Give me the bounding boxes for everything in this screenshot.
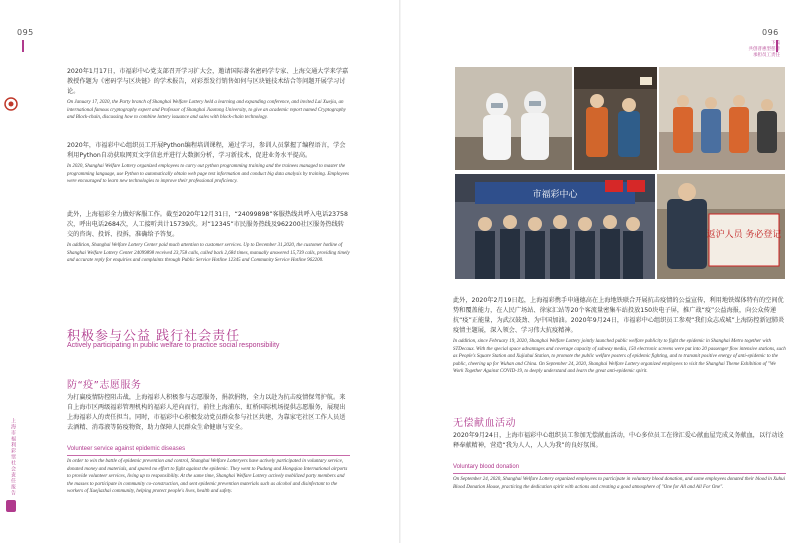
- photo-ppe-volunteers: [455, 67, 572, 170]
- photo-volunteer-sign: [657, 174, 785, 279]
- subheading-blood-en: Voluntary blood donation: [453, 464, 520, 470]
- paragraph-metro: [453, 296, 786, 376]
- header-line: 下篇: [771, 41, 780, 46]
- section-subtitle: Actively participating in public welfare to practice social responsibility: [67, 342, 280, 349]
- paragraph-blood-en: [453, 474, 786, 491]
- header-line: 共创普惠型慈善: [748, 47, 780, 52]
- page-number-left: 095: [17, 28, 34, 37]
- side-tab: [6, 500, 16, 512]
- photo-airport-illustration: [574, 67, 657, 170]
- photo-community-illustration: [659, 67, 785, 170]
- subheading-volunteer: 防“疫”志愿服务: [67, 380, 142, 391]
- photo-airport-volunteers: [574, 67, 657, 170]
- side-report-label: 上海市福利彩票社会责任报告: [10, 418, 16, 496]
- sign-text: 返沪人员 务必登记: [706, 230, 782, 240]
- paragraph-en: In order to win the battle of epidemic prevention and control, Shanghai Welfare Lotteryers have actively participated in voluntary service, donated money and materials, and spared no effort to fight against the epidemic. They went to Pudong and Hongqiao International airports to provide volunteer services, living up to responsibility. At the same time, Shanghai Welfare Lottery actively mobilized party members and the masses to participate in community co-construction, and sent epidemic prevention materials such as alcohol and disinfectant to the workers of Xuejiazhai community, helping protect people's lives, health and safety.: [67, 459, 348, 494]
- paragraph-zh: 此外，2020年2月19日起，上海福彩携手申通德高在上海地铁联合开展抗击疫情的公益宣传，利用地铁媒体特有的空间优势和覆盖能力，在人民广场站、徐家汇站等20个客流量密集车站投放150块电子屏，推广战“疫”公益海报，向公众传递抗“疫”正能量，为武汉鼓劲、为中国加油。2020年9月24日，市福彩中心组织员工参观“我们众志成城”上海防控新冠肺炎疫情主题展，深入领会、学习伟大抗疫精神。: [453, 297, 785, 334]
- paragraph-en: In addition, Shanghai Welfare Lottery Center paid much attention to customer services. Up to December 31,2020, the customer hotline of Shanghai Welfare Lottery Center 24099898 received 23,758 calls, called back 2,684 times, manually answered 15,739 calls, providing timely and accurate reply for enquiries and complaints through Public Service Hotline 12345 and Community Service Hotline 962200.: [67, 243, 350, 263]
- paragraph-zh: 2020年，市福彩中心组织员工开展Python编程培训课程，通过学习，参训人员掌握了编程语言，学会利用Python自动获取网页文字信息并进行大数据分析，学习新技术，促进业务水平提高。: [67, 142, 346, 159]
- photo-community-volunteers: [659, 67, 785, 170]
- paragraph-crypto: [67, 67, 350, 122]
- paragraph-volunteer-en: [67, 456, 350, 496]
- photo-sign-illustration: [657, 174, 785, 279]
- photo-banner-illustration: [455, 174, 655, 279]
- paragraph-blood: [453, 431, 786, 451]
- paragraph-python: [67, 141, 350, 186]
- paragraph-hotline: [67, 210, 350, 265]
- paragraph-en: On January 17, 2020, the Party branch of Shanghai Welfare Lottery held a learning and expanding conference, and invited Lai Xuejia, an international famous cryptography expert and Professor of Shanghai Jiaotong University, to give an academic report named Cryptography and Block-chain, discussing how to combine lottery issuance and sales with block-chain technology.: [67, 100, 346, 120]
- subheading-blood: 无偿献血活动: [453, 418, 516, 429]
- right-section-header: [720, 41, 780, 59]
- paragraph-zh: 2020年1月17日，市福彩中心党支部召开学习扩大会，邀请国际著名密码学专家、上海交通大学来学嘉教授作题为《密码学与区块链》的学术报告，对彩票发行销售如何与区块链技术结合等问题开展学习讨论。: [67, 68, 349, 95]
- paragraph-zh: 为打赢疫情防控阻击战，上海福彩人积极参与志愿服务，捐款捐物，全力以赴为抗击疫情保驾护航。来自上海市区两级福彩管理机构的福彩人逆向而行，前往上海浦东、虹桥国际机场提供志愿服务，展现出上海福彩人的责任担当。同时，市福彩中心积极发动党员群众参与社区共建，为靠家宅社区工作人员送去酒精、消毒液等防疫物资，助力保障人民群众生命健康与安全。: [67, 394, 346, 431]
- page-gutter: [399, 0, 401, 543]
- photo-ppe-illustration: [455, 67, 572, 170]
- subheading-volunteer-en: Volunteer service against epidemic diseases: [67, 446, 186, 452]
- paragraph-en: In 2020, Shanghai Welfare Lottery organized employees to carry out python programming training and the trainees managed to master the programming language, use Python to automatically obtain web page text information and conduct big data analysis by training. Employees were encouraged to learn new technologies to improve their professional proficiency.: [67, 164, 350, 184]
- section-title: 积极参与公益 践行社会责任: [67, 329, 241, 344]
- paragraph-en: On September 24, 2020, Shanghai Welfare Lottery organized employees to participate in voluntary blood donation, and some employees donated their blood in Xuhui Blood Donation House, practicing the dedication spirit with actions and creating a good atmosphere of "One for All and All For One".: [453, 477, 786, 490]
- lottery-logo-icon: [3, 96, 19, 112]
- page-number-right: 096: [762, 28, 779, 37]
- paragraph-zh: 2020年9月24日，上海市福彩中心组织员工参加无偿献血活动，中心多位员工在徐汇爱心献血屋完成义务献血，以行动诠释奉献精神，营造“我为人人，人人为我”的良好氛围。: [453, 432, 784, 449]
- left-accent-line: [22, 40, 24, 52]
- paragraph-en: In addition, since February 19, 2020, Shanghai Welfare Lottery jointly launched public welfare publicity to fight the epidemic in Shanghai Metro together with STDecaux. With the special space advantages and coverage capacity of subway media, 150 electronic screens were put into 20 passenger flow intensive stations, such as People's Square Station and Xujiahui Station, to promote the public welfare posters of epidemic fighting, and to transmit positive energy of anti-epidemic to the public, cheering up for Wuhan and China. On September 24, 2020, Shanghai Welfare Lottery organized employees to visit the Shanghai Theme Exhibition of "We Work Together Against COVID-19, to deeply understand and learn the great anti-epidemic spirit.: [453, 339, 786, 374]
- paragraph-volunteer: [67, 393, 350, 433]
- banner-text: 市福彩中心: [532, 190, 578, 200]
- paragraph-zh: 此外，上海福彩全力做好客服工作。截至2020年12月31日，“24099898”客服热线共呼入电话23758次，呼出电话2684次，人工接听共计15739次。对“12345”市民服务热线及962200社区服务热线转交的咨询、投诉、投拆，准确给予答复。: [67, 211, 348, 238]
- photo-banner-group: [455, 174, 655, 279]
- header-line: 承担员工责任: [753, 53, 780, 58]
